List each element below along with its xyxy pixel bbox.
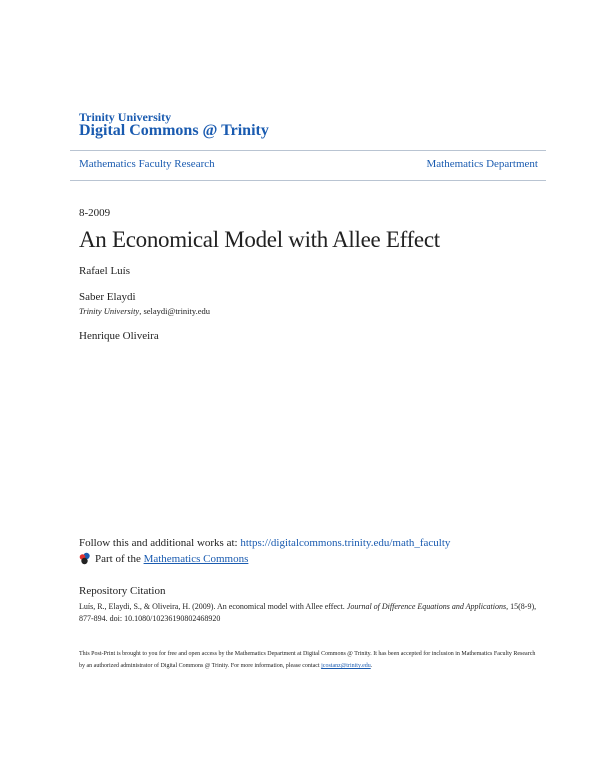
author-email: , selaydi@trinity.edu [139, 306, 210, 316]
department-link[interactable]: Mathematics Department [426, 158, 538, 170]
part-of-text: Part of the [95, 552, 141, 565]
contact-email-link[interactable]: jcostanz@trinity.edu [321, 663, 371, 669]
author-affiliation [79, 306, 210, 316]
citation-heading: Repository Citation [79, 585, 166, 597]
citation-pages-doi: (8-9), 877-894. doi: 10.1080/10236190802468920 [79, 602, 537, 623]
citation-authors: Luís, R., Elaydi, S., & Oliveira, H. (2009). An economical model with Allee effect. [79, 602, 347, 611]
commons-network-icon [79, 552, 91, 565]
repository-name[interactable]: Digital Commons @ Trinity [79, 122, 269, 139]
follow-text: Follow this and additional works at: [79, 537, 241, 549]
faculty-research-link[interactable]: Mathematics Faculty Research [79, 158, 215, 170]
author-name: Rafael Luís [79, 265, 131, 277]
publication-date: 8-2009 [79, 207, 111, 219]
access-notice [79, 648, 539, 672]
access-notice-end: . [370, 663, 373, 669]
access-notice-text: This Post-Print is brought to you for free and open access by the Mathematics Department at Digital Commons @ Trinity. It has been accepted for inclusion in Mathematics Faculty Research by an authorized administrator of Digital Commons @ Trinity. For more information, please contact [79, 651, 536, 669]
author-name: Henrique Oliveira [79, 330, 159, 342]
citation-journal: Journal of Difference Equations and Applications, [346, 602, 509, 611]
navigation-bar [70, 150, 546, 181]
affiliation-institution: Trinity University [79, 306, 140, 316]
university-name[interactable]: Trinity University [79, 110, 172, 124]
author-name: Saber Elaydi [79, 291, 136, 303]
collection-url-link[interactable]: https://digitalcommons.trinity.edu/math_faculty [240, 537, 451, 549]
citation-text [79, 601, 539, 625]
part-of-line [79, 552, 248, 565]
mathematics-commons-link[interactable]: Mathematics Commons [143, 552, 249, 565]
follow-line [79, 537, 450, 549]
citation-volume: 15 [510, 602, 519, 611]
paper-title: An Economical Model with Allee Effect [79, 227, 440, 252]
